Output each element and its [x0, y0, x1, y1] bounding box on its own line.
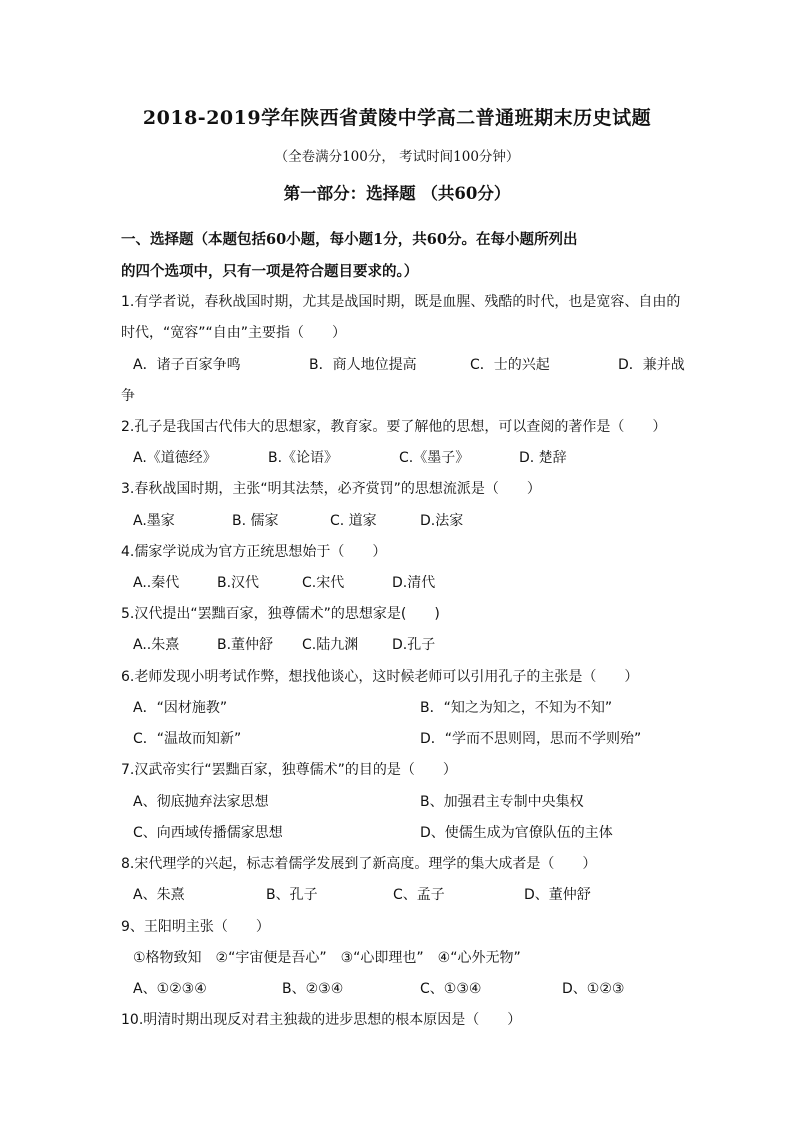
question-4-option-c: C.宋代	[302, 575, 345, 591]
question-9-items: ①格物致知 ②“宇宙便是吾心” ③“心即理也” ④“心外无物”	[133, 950, 521, 966]
question-1-option-d: D．兼并战	[618, 357, 685, 373]
question-3-stem: 3.春秋战国时期，主张“明其法禁，必齐赏罚”的思想流派是（ ）	[121, 481, 541, 497]
question-8-option-b: B、孔子	[266, 887, 318, 903]
question-9-stem: 9、王阳明主张（ ）	[121, 919, 270, 935]
question-3-option-c: C. 道家	[330, 513, 377, 529]
question-1-option-b: B．商人地位提高	[309, 357, 417, 373]
question-6-option-d: D．“学而不思则罔，思而不学则殆”	[420, 731, 642, 747]
question-7-option-d: D、使儒生成为官僚队伍的主体	[420, 825, 613, 841]
question-9-option-a: A、①②③④	[133, 981, 207, 997]
question-4-option-a: A..秦代	[133, 575, 180, 591]
question-2-stem: 2.孔子是我国古代伟大的思想家，教育家。要了解他的思想，可以查阅的著作是（ ）	[121, 419, 667, 435]
question-3-option-b: B. 儒家	[232, 513, 279, 529]
question-6-option-b: B．“知之为知之，不知为不知”	[420, 700, 613, 716]
question-2-option-c: C.《墨子》	[399, 450, 470, 466]
question-8-stem: 8.宋代理学的兴起，标志着儒学发展到了新高度。理学的集大成者是（ ）	[121, 856, 597, 872]
question-7-option-b: B、加强君主专制中央集权	[420, 794, 584, 810]
question-2-option-b: B.《论语》	[268, 450, 339, 466]
question-1-option-a: A．诸子百家争鸣	[133, 357, 241, 373]
question-3-option-a: A.墨家	[133, 513, 175, 529]
question-2-option-a: A.《道德经》	[133, 450, 217, 466]
question-9-option-c: C、①③④	[420, 981, 482, 997]
question-3-option-d: D.法家	[420, 513, 464, 529]
question-2-option-d: D. 楚辞	[519, 450, 567, 466]
section-instruction-line1: 一、选择题（本题包括60小题，每小题1分，共60分。在每小题所列出	[121, 231, 578, 248]
question-7-stem: 7.汉武帝实行“罢黜百家，独尊儒术”的目的是（ ）	[121, 762, 457, 778]
question-6-option-a: A．“因材施教”	[133, 700, 228, 716]
question-4-option-d: D.清代	[392, 575, 436, 591]
question-1-stem: 1.有学者说，春秋战国时期，尤其是战国时期，既是血腥、残酷的时代，也是宽容、自由的	[121, 294, 681, 310]
question-8-option-c: C、孟子	[393, 887, 445, 903]
question-6-option-c: C．“温故而知新”	[133, 731, 242, 747]
exam-subtitle: （全卷满分100分， 考试时间100分钟）	[274, 149, 520, 165]
question-9-option-d: D、①②③	[562, 981, 625, 997]
question-1-option-d-wrap: 争	[121, 388, 135, 404]
question-9-option-b: B、②③④	[282, 981, 344, 997]
question-5-option-d: D.孔子	[392, 637, 436, 653]
question-4-stem: 4.儒家学说成为官方正统思想始于（ ）	[121, 544, 387, 560]
question-1-stem-cont: 时代，“宽容”“自由”主要指（ ）	[121, 325, 347, 341]
question-10-stem: 10.明清时期出现反对君主独裁的进步思想的根本原因是（ ）	[121, 1012, 522, 1028]
section-instruction-line2: 的四个选项中，只有一项是符合题目要求的。）	[121, 263, 419, 280]
exam-title: 2018-2019学年陕西省黄陵中学高二普通班期末历史试题	[142, 107, 652, 129]
question-7-option-a: A、彻底抛弃法家思想	[133, 794, 269, 810]
question-4-option-b: B.汉代	[217, 575, 260, 591]
question-5-option-c: C.陆九渊	[302, 637, 359, 653]
question-5-option-b: B.董仲舒	[217, 637, 274, 653]
part-heading: 第一部分：选择题 （共60分）	[283, 184, 511, 203]
question-5-stem: 5.汉代提出“罢黜百家，独尊儒术”的思想家是( )	[121, 606, 440, 622]
question-5-option-a: A..朱熹	[133, 637, 180, 653]
question-6-stem: 6.老师发现小明考试作弊，想找他谈心，这时候老师可以引用孔子的主张是（ ）	[121, 669, 639, 685]
question-1-option-c: C．士的兴起	[470, 357, 550, 373]
question-8-option-d: D、董仲舒	[524, 887, 591, 903]
question-8-option-a: A、朱熹	[133, 887, 185, 903]
question-7-option-c: C、向西域传播儒家思想	[133, 825, 283, 841]
